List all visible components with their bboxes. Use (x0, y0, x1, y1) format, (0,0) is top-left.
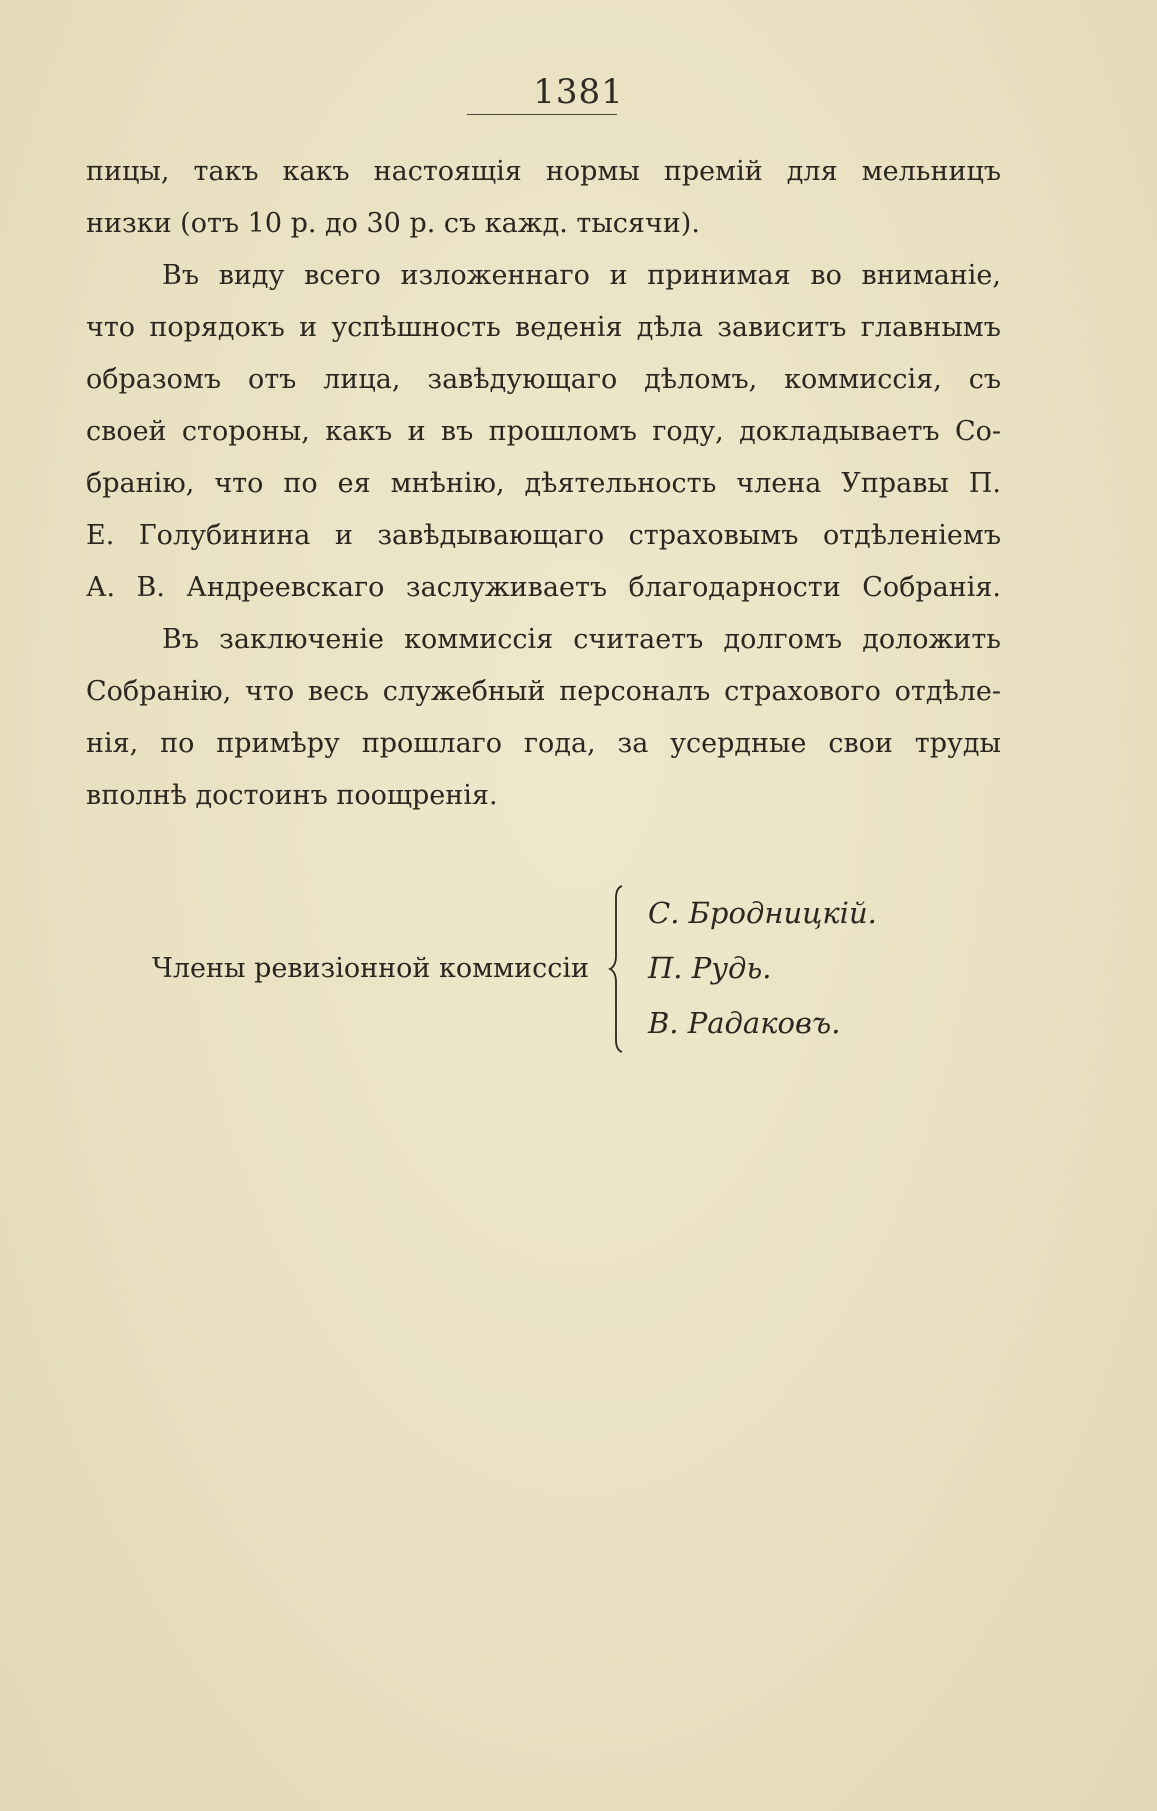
body-line: что порядокъ и успѣшность веденія дѣла зависитъ главнымъ (86, 312, 1001, 343)
signature-name: В. Радаковъ. (648, 1006, 841, 1040)
body-line: Въ виду всего изложеннаго и принимая во вниманіе, (162, 260, 1001, 291)
body-line: Собранію, что весь служебный персоналъ страхового отдѣле- (86, 676, 1001, 707)
body-text (86, 146, 1001, 822)
body-line: низки (отъ 10 р. до 30 р. съ кажд. тысячи). (86, 208, 700, 239)
signature-name: С. Бродницкій. (648, 896, 877, 930)
body-line: бранію, что по ея мнѣнію, дѣятельность члена Управы П. (86, 468, 1001, 499)
body-line: образомъ отъ лица, завѣдующаго дѣломъ, коммиссія, съ (86, 364, 1001, 395)
body-line: вполнѣ достоинъ поощренія. (86, 780, 498, 811)
body-line: нія, по примѣру прошлаго года, за усердные свои труды (86, 728, 1001, 759)
body-line: пицы, такъ какъ настоящія нормы премій для мельницъ (86, 156, 1001, 187)
body-line: А. В. Андреевскаго заслуживаетъ благодарности Собранія. (86, 572, 1001, 603)
body-line: Е. Голубинина и завѣдывающаго страховымъ отдѣленіемъ (86, 520, 1001, 551)
signature-block (0, 878, 1157, 1058)
curly-brace (608, 884, 628, 1054)
signature-names (648, 886, 877, 1051)
page-number: 1381 (533, 72, 624, 112)
signature-label: Члены ревизіонной коммиссіи (152, 953, 589, 984)
signature-name: П. Рудь. (648, 951, 772, 985)
body-line: Въ заключеніе коммиссія считаетъ долгомъ доложить (162, 624, 1001, 655)
body-line: своей стороны, какъ и въ прошломъ году, докладываетъ Со- (86, 416, 1001, 447)
header-rule (467, 114, 617, 115)
